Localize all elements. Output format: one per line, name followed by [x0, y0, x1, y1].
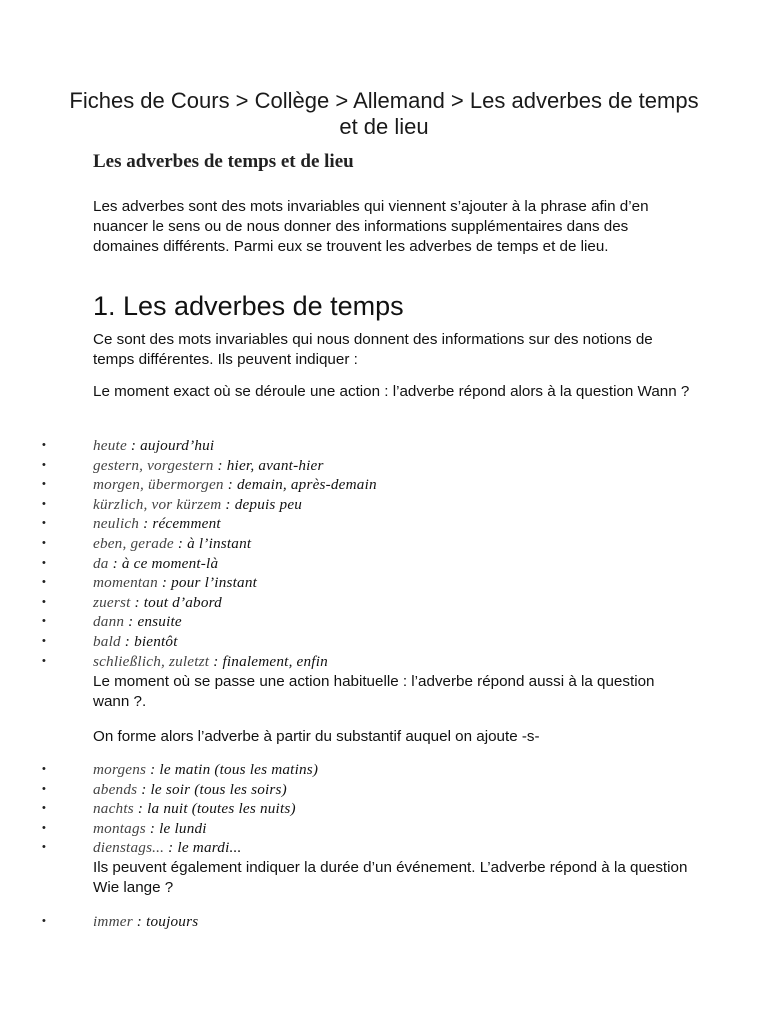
german-adverb: zuerst : tout d’abord [93, 593, 222, 611]
french-translation: : hier, avant-hier [213, 456, 324, 474]
list-item [0, 652, 768, 672]
time-adverbs-list [0, 436, 768, 671]
bullet-icon: • [42, 634, 46, 647]
section-paragraph-1: Ce sont des mots invariables qui nous donnent des informations sur des notions de temps différentes. Ils peuvent indiquer : [93, 331, 653, 368]
german-adverb: dienstags... : le mardi... [93, 839, 242, 857]
list-item [0, 838, 768, 858]
bullet-icon: • [42, 821, 46, 834]
german-adverb: immer : toujours [93, 913, 199, 930]
bullet-icon: • [42, 802, 46, 815]
bullet-icon: • [42, 915, 46, 927]
german-adverb: schließlich, zuletzt : finalement, enfin [93, 652, 328, 670]
section-paragraph-3: Le moment où se passe une action habituelle : l’adverbe répond aussi à la question wann ?. [93, 673, 655, 710]
list-item [0, 436, 768, 456]
breadcrumb: Fiches de Cours > Collège > Allemand > Les adverbes de temps et de lieu [69, 88, 699, 139]
german-adverb: heute : aujourd’hui [93, 437, 215, 454]
section-paragraph-5: Ils peuvent également indiquer la durée d’un événement. L’adverbe répond à la question Wie lange ? [93, 859, 688, 896]
list-item [0, 912, 768, 932]
bullet-icon: • [42, 458, 46, 471]
bullet-icon: • [42, 763, 46, 775]
bullet-icon: • [42, 615, 46, 628]
list-item [0, 534, 768, 554]
french-translation: : le lundi [145, 819, 207, 837]
bullet-icon: • [42, 654, 46, 667]
french-translation: : le mardi... [164, 839, 242, 857]
french-translation: : récemment [139, 515, 221, 533]
french-translation: : tout d’abord [130, 593, 222, 611]
section-paragraph-2: Le moment exact où se déroule une action : l’adverbe répond alors à la question Wann ? [93, 383, 690, 400]
french-translation: : ensuite [124, 613, 182, 631]
german-adverb: dann : ensuite [93, 613, 182, 631]
german-adverb: kürzlich, vor kürzem : depuis peu [93, 495, 303, 513]
french-translation: : bientôt [120, 632, 178, 650]
german-adverb: eben, gerade : à l’instant [93, 534, 252, 552]
french-translation: : à l’instant [173, 534, 252, 552]
french-translation: : finalement, enfin [209, 652, 328, 670]
german-adverb: bald : bientôt [93, 632, 178, 650]
list-item [0, 593, 768, 613]
bullet-icon: • [42, 841, 46, 854]
french-translation: : aujourd’hui [126, 437, 215, 454]
bullet-icon: • [42, 478, 46, 491]
french-translation: : depuis peu [221, 495, 303, 513]
list-item [0, 495, 768, 515]
bullet-icon: • [42, 439, 46, 451]
bullet-icon: • [42, 595, 46, 608]
french-translation: : pour l’instant [157, 574, 258, 592]
german-adverb: gestern, vorgestern : hier, avant-hier [93, 456, 324, 474]
list-item [0, 799, 768, 819]
list-item [0, 573, 768, 593]
list-item [0, 554, 768, 574]
german-adverb: da : à ce moment-là [93, 554, 219, 572]
duration-adverbs-list [0, 912, 768, 932]
german-adverb: nachts : la nuit (toutes les nuits) [93, 800, 296, 818]
intro-paragraph: Les adverbes sont des mots invariables qui viennent s’ajouter à la phrase afin d’en nuancer le sens ou de nous donner des informations supplémentaires dans des domaines différents. Parmi eux se trouvent les adverbes de temps et de lieu. [93, 198, 649, 255]
bullet-icon: • [42, 536, 46, 549]
list-item [0, 456, 768, 476]
section-paragraph-4: On forme alors l’adverbe à partir du substantif auquel on ajoute -s- [93, 728, 540, 745]
german-adverb: abends : le soir (tous les soirs) [93, 780, 287, 798]
bullet-icon: • [42, 782, 46, 795]
list-item [0, 612, 768, 632]
bullet-icon: • [42, 576, 46, 589]
page-title: Les adverbes de temps et de lieu [93, 151, 354, 172]
list-item [0, 475, 768, 495]
bullet-icon: • [42, 556, 46, 569]
french-translation: : toujours [132, 913, 199, 930]
german-adverb: morgen, übermorgen : demain, après-demain [93, 476, 377, 494]
bullet-icon: • [42, 517, 46, 530]
habitual-adverbs-list [0, 760, 768, 858]
french-translation: : demain, après-demain [223, 476, 377, 494]
list-item [0, 632, 768, 652]
german-adverb: momentan : pour l’instant [93, 574, 258, 592]
list-item [0, 514, 768, 534]
french-translation: : la nuit (toutes les nuits) [133, 800, 296, 818]
german-adverb: morgens : le matin (tous les matins) [93, 761, 319, 778]
bullet-icon: • [42, 497, 46, 510]
section-heading: 1. Les adverbes de temps [93, 291, 404, 321]
list-item [0, 780, 768, 800]
french-translation: : le soir (tous les soirs) [137, 780, 287, 798]
german-adverb: neulich : récemment [93, 515, 221, 533]
list-item [0, 760, 768, 780]
german-adverb: montags : le lundi [93, 819, 207, 837]
list-item [0, 819, 768, 839]
french-translation: : le matin (tous les matins) [146, 761, 319, 778]
french-translation: : à ce moment-là [108, 554, 219, 572]
